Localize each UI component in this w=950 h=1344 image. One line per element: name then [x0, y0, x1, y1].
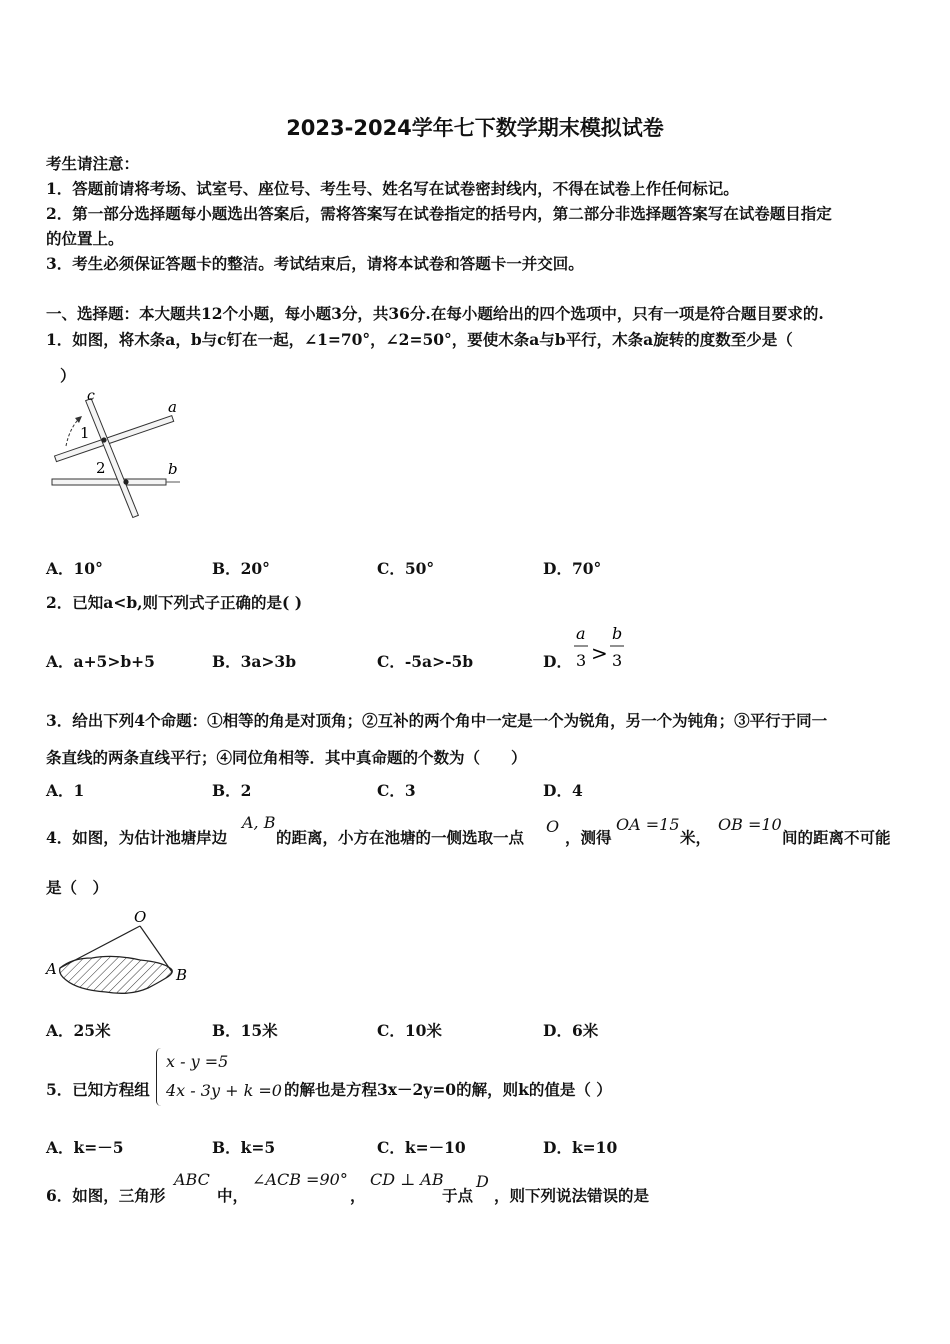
q1-figure [44, 388, 192, 520]
q4-option-c: C．10米 [377, 1021, 442, 1040]
q4-stem-part3: ，测得 [565, 828, 612, 847]
q3-option-d: D．4 [543, 781, 583, 800]
q2-option-b: B．3a>3b [212, 652, 297, 671]
q3-stem: 3．给出下列4个命题：①相等的角是对顶角；②互补的两个角中一定是一个为锐角，另一个为钝角；③平行于同一 [46, 711, 828, 730]
q5-equation-1: x - y =5 [166, 1052, 229, 1071]
q4-stem-cont: 是（ ） [46, 878, 109, 897]
q4-math-ab: A, B [242, 813, 276, 832]
q2-frac-op: > [591, 641, 608, 665]
notice-item-1: 1．答题前请将考场、试室号、座位号、考生号、姓名写在试卷密封线内，不得在试卷上作任何标记。 [46, 179, 739, 198]
notice-item-3: 3．考生必须保证答题卡的整洁。考试结束后，请将本试卷和答题卡一并交回。 [46, 254, 584, 273]
q4-figure [44, 904, 196, 1008]
q5-option-d: D．k=10 [543, 1138, 618, 1157]
q6-math-perp: CD ⊥ AB [370, 1170, 444, 1189]
q2-option-c: C．-5a>-5b [377, 652, 474, 671]
q1-option-b: B．20° [212, 559, 270, 578]
q4-label-o: O [134, 908, 147, 926]
q5-stem-post: 的解也是方程3x－2y=0的解，则k的值是（ ） [284, 1080, 612, 1099]
q5-brace [156, 1048, 161, 1106]
q1-label-1: 1 [80, 424, 90, 442]
q6-stem-part2: 中， [217, 1186, 249, 1205]
q5-equation-2: 4x - 3y + k =0 [166, 1081, 282, 1100]
q1-label-b: b [168, 460, 178, 478]
q2-frac-num1: a [576, 624, 586, 643]
q4-option-d: D．6米 [543, 1021, 599, 1040]
section-heading: 一、选择题：本大题共12个小题，每小题3分，共36分.在每小题给出的四个选项中，只有一项是符合题目要求的. [46, 304, 824, 323]
q1-option-a: A．10° [46, 559, 103, 578]
q4-option-a: A．25米 [46, 1021, 111, 1040]
q6-stem-part4: 于点 [442, 1186, 474, 1205]
q4-stem-part4: 米， [680, 828, 712, 847]
q2-frac-den2: 3 [612, 651, 623, 670]
q4-label-b: B [176, 966, 188, 984]
q1-option-c: C．50° [377, 559, 435, 578]
notice-item-2: 2．第一部分选择题每小题选出答案后，需将答案写在试卷指定的括号内，第二部分非选择题答案写在试卷题目指定 [46, 204, 832, 223]
notice-heading: 考生请注意： [46, 154, 140, 173]
notice-item-2-cont: 的位置上。 [46, 229, 124, 248]
q3-option-b: B．2 [212, 781, 252, 800]
q2-option-d: D． [543, 652, 572, 671]
q4-math-oa: OA =15 [616, 815, 680, 834]
q1-stem-cont: ） [60, 366, 76, 385]
q6-stem-part1: 6．如图，三角形 [46, 1186, 166, 1205]
q5-option-a: A．k=－5 [46, 1138, 124, 1157]
q1-label-a: a [168, 398, 177, 416]
q5-stem-pre: 5．已知方程组 [46, 1080, 150, 1099]
q2-option-a: A．a+5>b+5 [46, 652, 155, 671]
q6-math-abc: ABC [174, 1170, 210, 1189]
q4-stem-part1: 4．如图，为估计池塘岸边 [46, 828, 228, 847]
q5-option-c: C．k=－10 [377, 1138, 466, 1157]
q3-stem-cont: 条直线的两条直线平行；④同位角相等．其中真命题的个数为（ ） [46, 748, 527, 767]
q1-option-d: D．70° [543, 559, 602, 578]
q4-stem-part5: 间的距离不可能 [782, 828, 891, 847]
q4-math-ob: OB =10 [718, 815, 782, 834]
page-title: 2023-2024学年七下数学期末模拟试卷 [286, 116, 664, 140]
q4-label-a: A [46, 960, 57, 978]
q4-stem-part2: 的距离，小方在池塘的一侧选取一点 [276, 828, 525, 847]
q1-label-c: c [87, 388, 95, 404]
q2-stem: 2．已知a<b,则下列式子正确的是( ) [46, 593, 303, 612]
q6-stem-part3: ， [350, 1186, 366, 1205]
q6-math-angle: ∠ACB =90° [252, 1170, 348, 1189]
q1-label-2: 2 [96, 459, 106, 477]
q2-option-d-fraction [570, 622, 630, 672]
q3-option-a: A．1 [46, 781, 85, 800]
q1-stem: 1．如图，将木条a，b与c钉在一起，∠1=70°，∠2=50°，要使木条a与b平行，木条a旋转的度数至少是（ [46, 330, 793, 349]
q5-option-b: B．k=5 [212, 1138, 276, 1157]
q2-frac-den1: 3 [576, 651, 587, 670]
q6-math-d: D [476, 1172, 489, 1191]
q2-frac-num2: b [612, 624, 623, 643]
q6-stem-part5: ，则下列说法错误的是 [494, 1186, 650, 1205]
q3-option-c: C．3 [377, 781, 416, 800]
q4-option-b: B．15米 [212, 1021, 278, 1040]
q4-math-o: O [546, 817, 560, 836]
